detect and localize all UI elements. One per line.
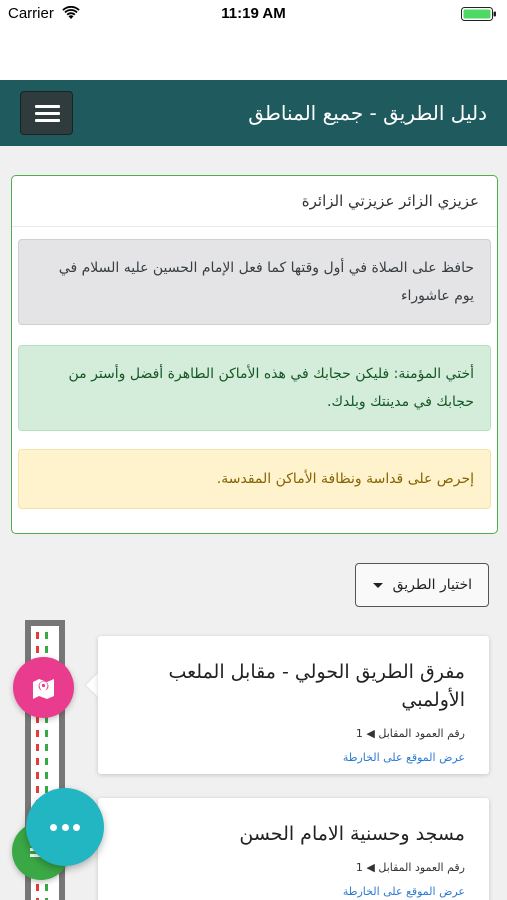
stop-card: [98, 636, 489, 774]
visitor-advice-panel: [11, 175, 498, 534]
route-select-dropdown[interactable]: [355, 563, 489, 607]
pillar-label: رقم العمود المقابل: [378, 861, 465, 874]
header-spacer: [0, 28, 507, 80]
show-on-map-link[interactable]: عرض الموقع على الخارطة: [342, 885, 465, 898]
stop-title: مسجد وحسنية الامام الحسن: [239, 823, 465, 845]
status-bar: [0, 0, 507, 28]
show-on-map-link[interactable]: عرض الموقع على الخارطة: [342, 751, 465, 764]
menu-button[interactable]: [20, 91, 73, 135]
caret-down-icon: [373, 583, 383, 588]
carrier-label: Carrier: [8, 5, 54, 22]
map-marker-icon: [31, 675, 56, 700]
top-navbar: [0, 80, 507, 146]
pillar-info: [122, 860, 465, 876]
hamburger-menu-icon: [35, 119, 60, 122]
prayer-alert: حافظ على الصلاة في أول وقتها كما فعل الإمام الحسين عليه السلام في يوم عاشوراء: [18, 239, 491, 325]
triangle-left-icon: ◀: [366, 727, 375, 740]
pillar-info: [122, 726, 465, 742]
pillar-label: رقم العمود المقابل: [378, 727, 465, 740]
more-dots-icon: [50, 824, 57, 831]
pillar-number: 1: [355, 861, 363, 874]
stop-card: [98, 798, 489, 900]
road-edge: [25, 620, 65, 626]
more-dots-icon: [62, 824, 69, 831]
cleanliness-alert: إحرص على قداسة ونظافة الأماكن المقدسة.: [18, 449, 491, 509]
hamburger-menu-icon: [35, 112, 60, 115]
map-marker-button[interactable]: [13, 657, 74, 718]
triangle-left-icon: ◀: [366, 861, 375, 874]
clock-time: 11:19 AM: [221, 5, 286, 22]
hamburger-menu-icon: [35, 105, 60, 108]
page-title: دليل الطريق - جميع المناطق: [248, 101, 487, 125]
more-options-button[interactable]: [26, 788, 104, 866]
more-dots-icon: [73, 824, 80, 831]
pillar-number: 1: [355, 727, 363, 740]
hijab-alert: أختي المؤمنة: فليكن حجابك في هذه الأماكن الطاهرة أفضل وأستر من حجابك في مدينتك وبلدك.: [18, 345, 491, 431]
route-select-label: اختيار الطريق: [392, 577, 472, 593]
battery-icon: [461, 7, 497, 21]
panel-heading: عزيزي الزائر عزيزتي الزائرة: [12, 176, 497, 227]
stop-title: مفرق الطريق الحولي - مقابل الملعب الأولمبي: [168, 661, 465, 711]
